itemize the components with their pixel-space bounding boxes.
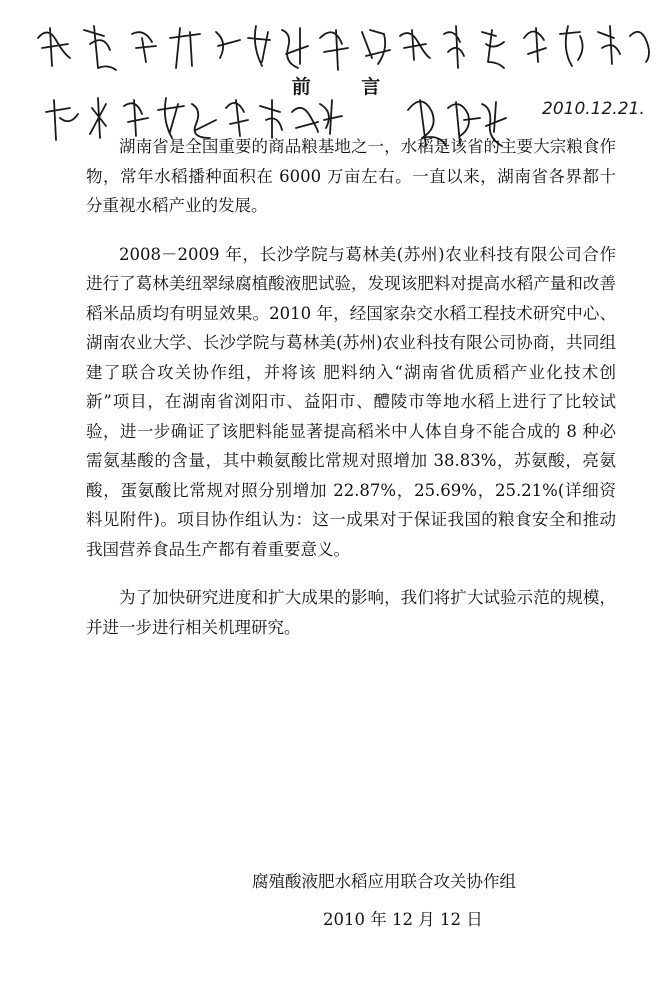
document-body <box>86 132 616 642</box>
paragraph-1: 湖南省是全国重要的商品粮基地之一，水稻是该省的主要大宗粮食作物，常年水稻播种面积在 6000 万亩左右。一直以来，湖南省各界都十分重视水稻产业的发展。 <box>86 137 616 215</box>
signature-date: 2010 年 12 月 12 日 <box>323 910 483 929</box>
document-title: 前 言 <box>291 76 403 98</box>
signature-organization: 腐殖酸液肥水稻应用联合攻关协作组 <box>252 872 516 891</box>
annotation-date: 2010.12.21. <box>542 99 645 119</box>
paragraph-2: 2008－2009 年，长沙学院与葛林美(苏州)农业科技有限公司合作进行了葛林美纽翠绿腐植酸液肥试验，发现该肥料对提高水稻产量和改善稻米品质均有明显效果。2010 年，经国家杂交水稻工程技术研究中心、湖南农业大学、长沙学院与葛林美(苏州)农业科技有限公司协商，共同组建了联合攻关协作组，并将该 肥料纳入“湖南省优质稻产业化技术创新”项目，在湖南省浏阳市、益阳市、醴陵市等地水稻上进行了比较试验，进一步确证了该肥料能显著提高稻米中人体自身不能合成的 8 种必需氨基酸的含量，其中赖氨酸比常规对照增加 38.83%，苏氨酸，亮氨酸，蛋氨酸比常规对照分别增加 22.87%，25.69%，25.21%(详细资料见附件)。项目协作组认为：这一成果对于保证我国的粮食安全和推动我国营养食品生产都有着重要意义。 <box>86 244 616 559</box>
paragraph-3: 为了加快研究进度和扩大成果的影响，我们将扩大试验示范的规模，并进一步进行相关机理研究。 <box>86 588 616 637</box>
